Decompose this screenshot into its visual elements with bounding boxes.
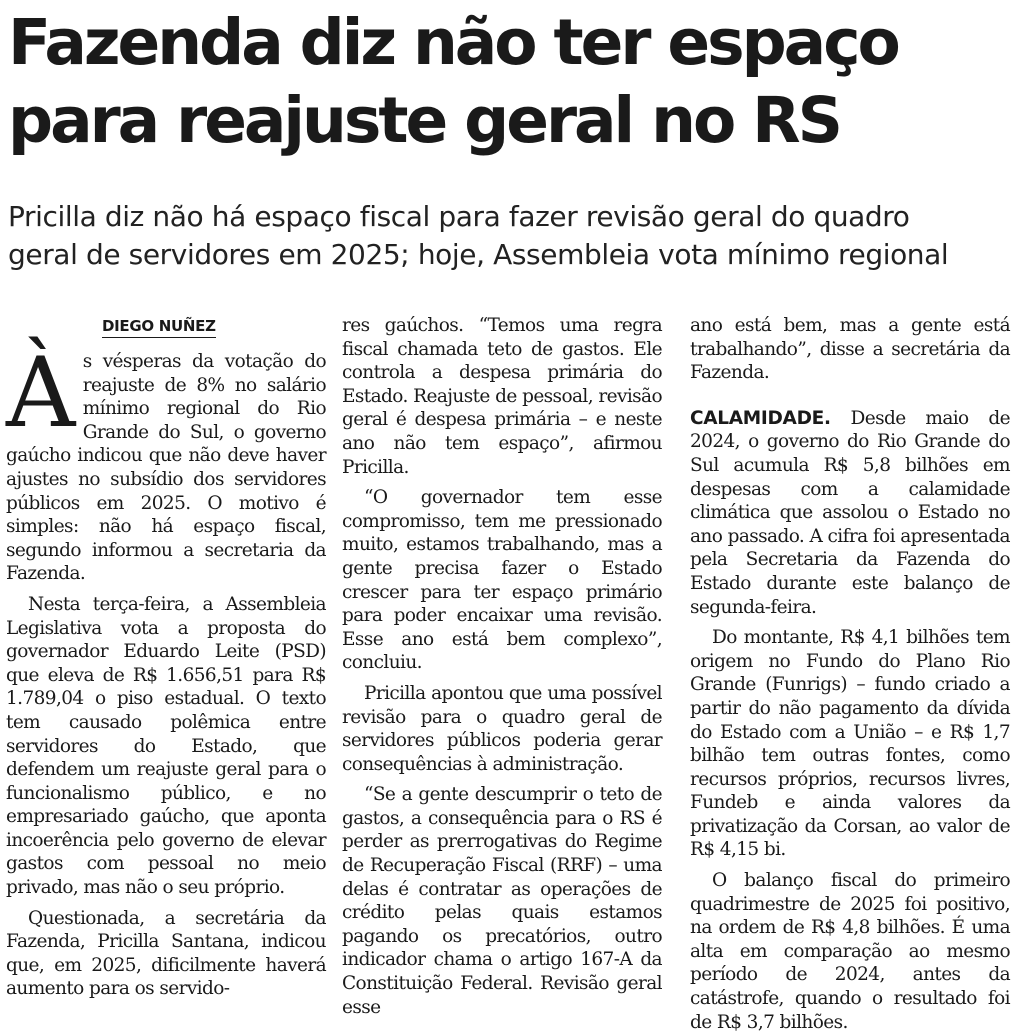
paragraph-8: Do montante, R$ 4,1 bilhões tem origem no Fundo do Plano Rio Grande (Funrigs) – fundo criado a partir do não pagamento da dívida do Estado com a União – e R$ 1,7 bilhão tem outras fontes, como recursos próprios, recursos livres, Fundeb e ainda valores da privatização da Corsan, ao valor de R$ 4,15 bi. bbox=[690, 627, 1010, 861]
article-column-3 bbox=[690, 314, 1010, 1034]
byline: DIEGO NUÑEZ bbox=[102, 316, 216, 338]
drop-cap: À bbox=[6, 337, 75, 449]
paragraph-6-start: “Se a gente descumprir o teto de gastos, a consequência para o RS é perder as prerrogativas do Regime de Recuperação Fiscal (RRF) – uma delas é contratar as operações de crédito pelas quais estamos pagando os precatórios, outro indicador chama o artigo 167-A da Constituição Federal. Revisão geral esse bbox=[342, 784, 662, 1018]
paragraph-1 bbox=[6, 337, 326, 586]
headline-line-2: para reajuste geral no RS bbox=[8, 84, 841, 157]
subheadline-line-2: geral de servidores em 2025; hoje, Assembleia vota mínimo regional bbox=[8, 238, 949, 271]
paragraph-9: O balanço fiscal do primeiro quadrimestre de 2025 foi positivo, na ordem de R$ 4,8 bilhões. É uma alta em comparação ao mesmo período de 2024, antes da catástrofe, quando o resultado foi de R$ 3,7 bilhões. bbox=[690, 870, 1010, 1033]
headline bbox=[8, 4, 1008, 160]
paragraph-2: Nesta terça-feira, a Assembleia Legislativa vota a proposta do governador Eduardo Leite (PSD) que eleva de R$ 1.656,51 para R$ 1.789,04 o piso estadual. O texto tem causado polêmica entre servidores do Estado, que defendem um reajuste geral para o funcionalismo público, e no empresariado gaúcho, que aponta incoerência pelo governo de elevar gastos com pessoal no meio privado, mas não o seu próprio. bbox=[6, 593, 326, 899]
paragraph-3-continued: res gaúchos. “Temos uma regra fiscal chamada teto de gastos. Ele controla a despesa primária do Estado. Reajuste de pessoal, revisão geral é despesa primária – e neste ano não tem espaço”, afirmou Pricilla. bbox=[342, 315, 662, 478]
paragraph-7-text: Desde maio de 2024, o governo do Rio Grande do Sul acumula R$ 5,8 bilhões em despesas com a calamidade climática que assolou o Estado no ano passado. A cifra foi apresentada pela Secretaria da Fazenda do Estado durante este balanço de segunda-feira. bbox=[690, 407, 1010, 618]
paragraph-5: Pricilla apontou que uma possível revisão para o quadro geral de servidores públicos poderia gerar consequências à administração. bbox=[342, 682, 662, 775]
paragraph-7 bbox=[690, 407, 1010, 619]
paragraph-3-start: Questionada, a secretária da Fazenda, Pricilla Santana, indicou que, em 2025, dificilmente haverá aumento para os servido- bbox=[6, 907, 326, 1000]
article-column-2 bbox=[342, 314, 662, 1019]
article-column-1 bbox=[6, 314, 326, 1001]
subheadline bbox=[8, 198, 1008, 274]
paragraph-4: “O governador tem esse compromisso, tem me pressionado muito, estamos trabalhando, mas a gente precisa fazer o Estado crescer para ter espaço primário para poder encaixar uma revisão. Esse ano está bem complexo”, concluiu. bbox=[342, 487, 662, 674]
paragraph-1-text: s vésperas da votação do reajuste de 8% no salário mínimo regional do Rio Grande do Sul, o governo gaúcho indicou que não deve haver ajustes no subsídio dos servidores públicos em 2025. O motivo é simples: não há espaço fiscal, segundo informou a secretaria da Fazenda. bbox=[6, 351, 326, 585]
subheadline-line-1: Pricilla diz não há espaço fiscal para fazer revisão geral do quadro bbox=[8, 200, 910, 233]
paragraph-6-continued: ano está bem, mas a gente está trabalhando”, disse a secretária da Fazenda. bbox=[690, 315, 1010, 384]
headline-line-1: Fazenda diz não ter espaço bbox=[8, 6, 898, 79]
section-kicker: CALAMIDADE. bbox=[690, 407, 831, 429]
